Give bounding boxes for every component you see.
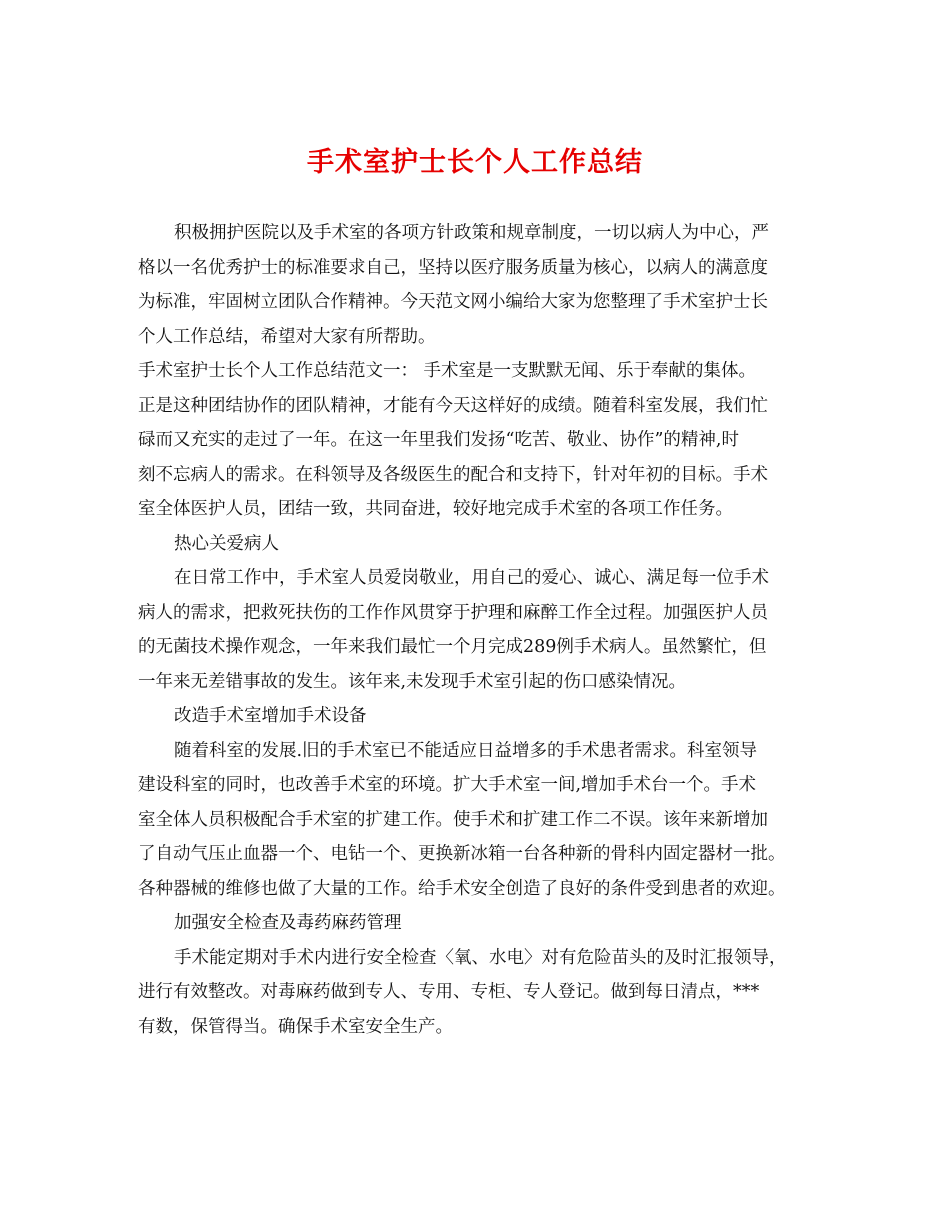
- body-line: 个人工作总结，希望对大家有所帮助。: [138, 326, 436, 347]
- body-line: 手术能定期对手术内进行安全检查〈氧、水电〉对有危险苗头的及时汇报领导，: [174, 947, 787, 968]
- body-line: 室全体医护人员，团结一致，共同奋进，较好地完成手术室的各项工作任务。: [138, 499, 733, 519]
- body-line: 随着科室的发展.旧的手术室已不能适应日益增多的手术患者需求。科室领导: [174, 740, 758, 761]
- body-line: 各种器械的维修也做了大量的工作。给手术安全创造了良好的条件受到患者的欢迎。: [138, 878, 786, 899]
- body-line: 一年来无差错事故的发生。该年来,未发现手术室引起的伤口感染情况。: [138, 671, 687, 692]
- body-line: 的无菌技术操作观念，一年来我们最忙一个月完成289例手术病人。虽然繁忙，但: [138, 637, 767, 657]
- body-line: 改造手术室增加手术设备: [174, 706, 367, 726]
- body-line: 手术室护士长个人工作总结范文一： 手术室是一支默默无闻、乐于奉献的集体。: [138, 361, 757, 381]
- body-line: 加强安全检查及毒药麻药管理: [174, 913, 402, 933]
- document-body: [138, 216, 828, 1044]
- body-line: 了自动气压止血器一个、电钻一个、更换新冰箱一台各种新的骨科内固定器材一批。: [138, 844, 786, 864]
- document-title: 手术室护士长个人工作总结: [307, 147, 643, 178]
- body-line: 室全体人员积极配合手术室的扩建工作。使手术和扩建工作二不误。该年来新增加: [138, 809, 768, 830]
- body-line: 碌而又充实的走过了一年。在这一年里我们发扬“吃苦、敬业、协作”的精神,时: [138, 430, 739, 450]
- body-line: 在日常工作中，手术室人员爱岗敬业，用自己的爱心、诚心、满足每一位手术: [174, 568, 769, 588]
- body-line: 格以一名优秀护士的标准要求自己，坚持以医疗服务质量为核心，以病人的满意度: [138, 257, 768, 278]
- body-line: 建设科室的同时，也改善手术室的环境。扩大手术室一间,增加手术台一个。手术: [138, 775, 757, 795]
- body-line: 为标准，牢固树立团队合作精神。今天范文网小编给大家为您整理了手术室护士长: [138, 292, 768, 312]
- body-line: 正是这种团结协作的团队精神，才能有今天这样好的成绩。随着科室发展，我们忙: [138, 395, 768, 416]
- body-line: 进行有效整改。对毒麻药做到专人、专用、专柜、专人登记。做到每日清点，***: [138, 982, 760, 1002]
- body-line: 刻不忘病人的需求。在科领导及各级医生的配合和支持下，针对年初的目标。手术: [138, 464, 768, 485]
- body-line: 病人的需求，把救死扶伤的工作作风贯穿于护理和麻醉工作全过程。加强医护人员: [138, 602, 768, 623]
- body-line: 热心关爱病人: [174, 533, 279, 554]
- body-line: 有数，保管得当。确保手术室安全生产。: [138, 1016, 453, 1037]
- body-line: 积极拥护医院以及手术室的各项方针政策和规章制度，一切以病人为中心，严: [174, 223, 769, 243]
